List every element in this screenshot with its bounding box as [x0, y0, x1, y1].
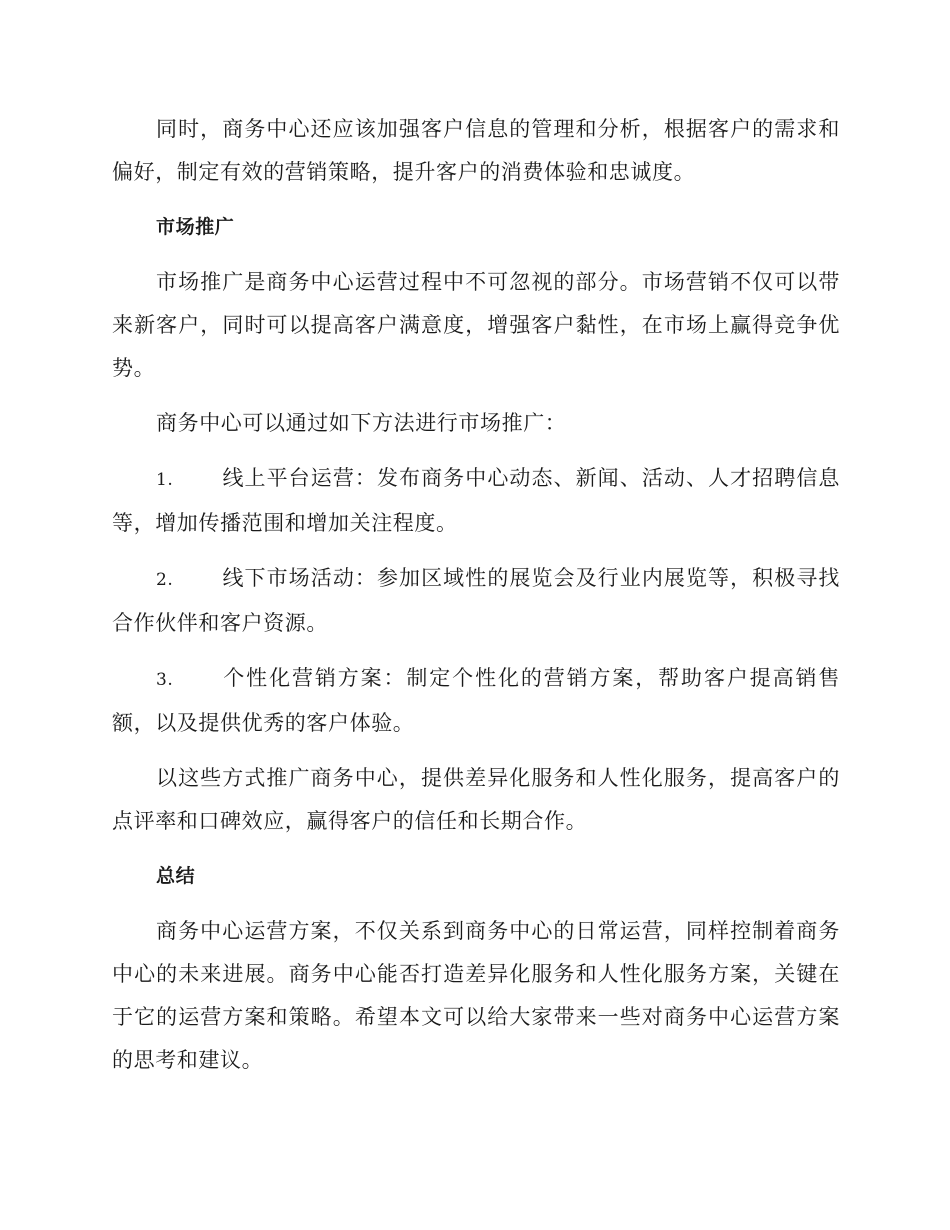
list-item-number: 1.: [156, 470, 174, 490]
list-item-number: 3.: [156, 670, 174, 690]
list-item: [112, 657, 840, 745]
list-item-number: 2.: [156, 570, 174, 590]
document-page: [112, 108, 840, 1094]
paragraph-summary: 商务中心运营方案，不仅关系到商务中心的日常运营，同样控制着商务中心的未来进展。商务中心能否打造差异化服务和人性化服务方案，关键在于它的运营方案和策略。希望本文可以给大家带来一些对商务中心运营方案的思考和建议。: [112, 919, 840, 1072]
paragraph-promotion-outcome: 以这些方式推广商务中心，提供差异化服务和人性化服务，提高客户的点评率和口碑效应，赢得客户的信任和长期合作。: [112, 766, 840, 833]
list-item: [112, 557, 840, 645]
list-item-text: 线上平台运营：发布商务中心动态、新闻、活动、人才招聘信息等，增加传播范围和增加关注程度。: [112, 466, 840, 535]
list-item-text: 个性化营销方案：制定个性化的营销方案，帮助客户提高销售额，以及提供优秀的客户体验。: [112, 666, 840, 735]
paragraph-market-intro: 市场推广是商务中心运营过程中不可忽视的部分。市场营销不仅可以带来新客户，同时可以提高客户满意度，增强客户黏性，在市场上赢得竞争优势。: [112, 270, 840, 380]
paragraph-methods-intro: 商务中心可以通过如下方法进行市场推广：: [156, 411, 567, 435]
heading-market-promotion: 市场推广: [156, 216, 235, 238]
paragraph-customer-info: 同时，商务中心还应该加强客户信息的管理和分析，根据客户的需求和偏好，制定有效的营销策略，提升客户的消费体验和忠诚度。: [112, 117, 840, 184]
heading-summary: 总结: [156, 865, 196, 887]
list-item-text: 线下市场活动：参加区域性的展览会及行业内展览等，积极寻找合作伙伴和客户资源。: [112, 566, 840, 635]
list-item: [112, 457, 840, 545]
